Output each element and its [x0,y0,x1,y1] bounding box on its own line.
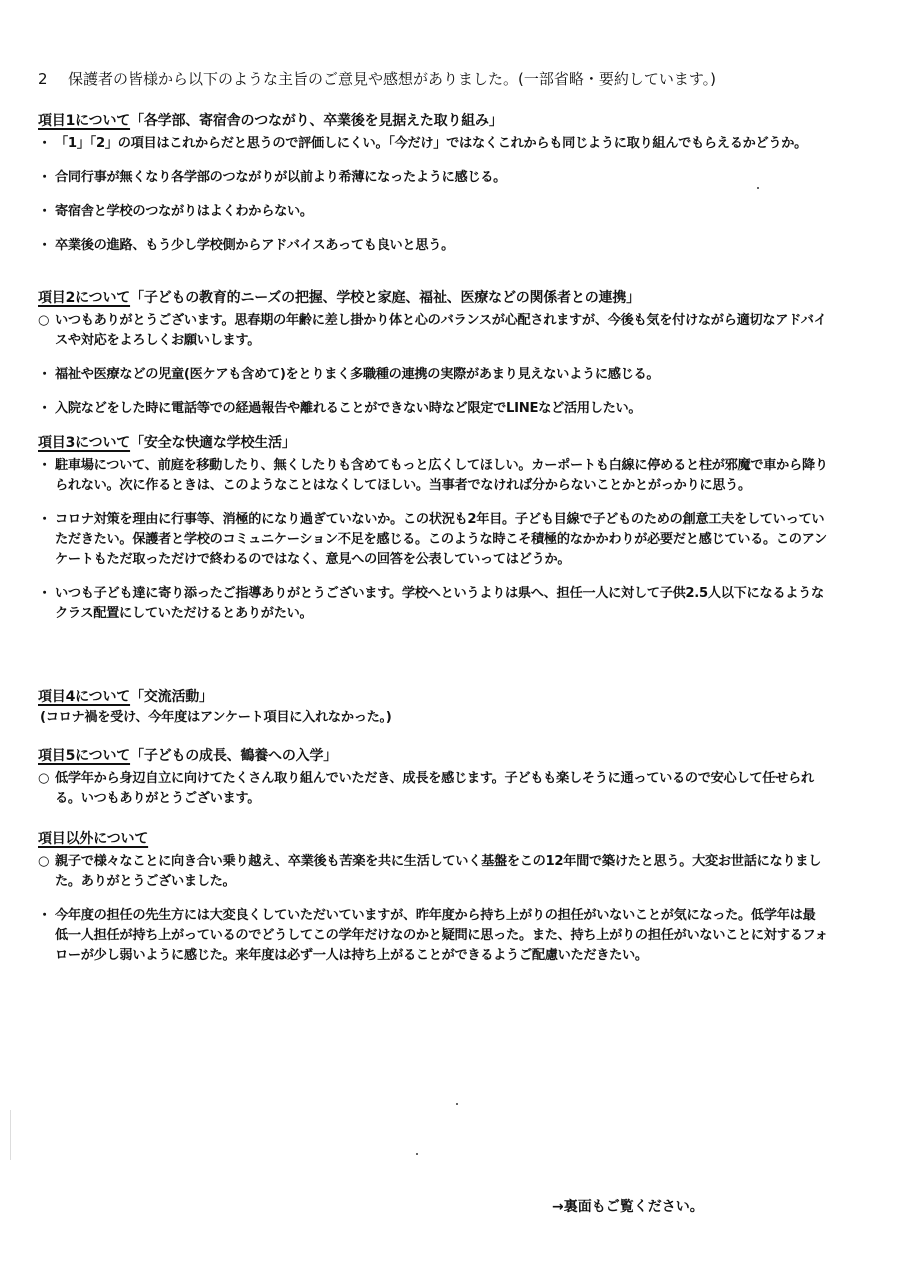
section-heading [38,745,868,767]
comment-entry [38,365,868,385]
intro-line [38,68,868,90]
bullet-mark: ・ [38,204,51,219]
turn-page-note: →裏面もご覧ください。 [552,1199,704,1215]
section-item-1 [38,110,868,256]
bullet-mark: ・ [38,586,51,601]
intro-text: 保護者の皆様から以下のような主旨のご意見や感想がありました。(一部省略・要約しています。) [68,70,717,88]
comment-entry [38,202,868,222]
comment-entry [38,852,868,892]
comment-text: 合同行事が無くなり各学部のつながりが以前より希薄になったように感じる。 [55,170,507,185]
comment-text: 今年度の担任の先生方には大変良くしていただいていますが、昨年度から持ち上がりの担任がいないことが気になった。低学年は最低一人担任が持ち上がっているのでどうしてこの学年だけなのかと疑問に思った。また、持ち上がりの担任がいないことに対するフォローが少し弱いように感じた。来年度は必ず一人は持ち上がることができるようご配慮いただきたい。 [55,908,828,963]
comment-text: 寄宿舎と学校のつながりはよくわからない。 [55,204,313,219]
comment-entry [38,584,868,624]
section-heading-title: 「子どもの教育的ニーズの把握、学校と家庭、福祉、医療などの関係者との連携」 [130,290,640,306]
section-heading-label: 項目5について [38,748,131,764]
bullet-mark: ・ [38,512,51,527]
section-note: (コロナ禍を受け、今年度はアンケート項目に入れなかった。) [40,710,392,725]
section-heading-title: 「安全な快適な学校生活」 [130,435,296,451]
comment-entry [38,311,868,351]
section-heading-label: 項目以外について [38,831,149,847]
comment-entry [38,769,868,809]
section-item-5 [38,745,868,809]
bullet-mark: ・ [38,367,51,382]
comment-entry [38,134,868,154]
scan-speck [456,1103,458,1105]
section-heading [38,287,868,309]
comment-text: いつも子ども達に寄り添ったご指導ありがとうございます。学校へというよりは県へ、担任一人に対して子供2.5人以下になるようなクラス配置にしていただけるとありがたい。 [55,586,824,621]
circle-mark: ○ [38,854,50,869]
comment-entry [38,456,868,496]
comment-entry [38,510,868,570]
comment-entry [38,906,868,966]
bullet-mark: ・ [38,401,51,416]
bullet-mark: ・ [38,170,51,185]
section-heading-label: 項目4について [38,689,131,705]
comment-text: 駐車場について、前庭を移動したり、無くしたりも含めてもっと広くしてほしい。カーポートも白線に停めると柱が邪魔で車から降りられない。次に作るときは、このようなことはなくしてほしい。当事者でなければ分からないことかとがっかりに思う。 [55,458,828,493]
bullet-mark: ・ [38,458,51,473]
section-heading-title: 「子どもの成長、鶴養への入学」 [130,748,338,764]
circle-mark: ○ [38,771,50,786]
comment-entry [38,168,868,188]
comment-text: 「1」「2」の項目はこれからだと思うので評価しにくい。「今だけ」ではなくこれからも同じように取り組んでもらえるかどうか。 [55,136,808,151]
section-other [38,828,868,966]
circle-mark: ○ [38,313,50,328]
bullet-mark: ・ [38,136,51,151]
comment-text: 卒業後の進路、もう少し学校側からアドバイスあっても良いと思う。 [55,238,454,253]
section-item-3 [38,432,868,624]
comment-text: 親子で様々なことに向き合い乗り越え、卒業後も苦楽を共に生活していく基盤をこの12年間で築けたと思う。大変お世話になりました。ありがとうございました。 [55,854,822,889]
comment-text: 低学年から身辺自立に向けてたくさん取り組んでいただき、成長を感じます。子どもも楽しそうに通っているので安心して任せられる。いつもありがとうございます。 [55,771,814,806]
section-heading [38,828,868,850]
comment-text: いつもありがとうございます。思春期の年齢に差し掛かり体と心のバランスが心配されますが、今後も気を付けながら適切なアドバイスや対応をよろしくお願いします。 [55,313,827,348]
section-heading-label: 項目1について [38,113,131,129]
section-heading-label: 項目3について [38,435,131,451]
scan-speck [757,187,759,189]
comment-text: 福祉や医療などの児童(医ケアも含めて)をとりまく多職種の連携の実際があまり見えないように感じる。 [55,367,660,382]
section-heading [38,432,868,454]
scan-edge-line [10,1110,11,1160]
section-item-4 [38,686,868,728]
comment-entry [38,236,868,256]
intro-number: 2 [38,70,48,88]
section-heading [38,110,868,132]
section-item-2 [38,287,868,419]
comment-text: コロナ対策を理由に行事等、消極的になり過ぎていないか。この状況も2年目。子ども目線で子どものための創意工夫をしていっていただきたい。保護者と学校のコミュニケーション不足を感じる。このような時こそ積極的なかかわりが必要だと感じている。このアンケートもただ取っただけで終わるのではなく、意見への回答を公表していってはどうか。 [55,512,827,567]
comment-text: 入院などをした時に電話等での経過報告や離れることができない時など限定でLINEなど活用したい。 [55,401,642,416]
section-heading-title: 「交流活動」 [130,689,213,705]
scan-speck [416,1153,418,1155]
bullet-mark: ・ [38,908,51,923]
section-heading-title: 「各学部、寄宿舎のつながり、卒業後を見据えた取り組み」 [130,113,503,129]
section-heading-label: 項目2について [38,290,131,306]
comment-entry [38,399,868,419]
section-heading [38,686,868,708]
bullet-mark: ・ [38,238,51,253]
